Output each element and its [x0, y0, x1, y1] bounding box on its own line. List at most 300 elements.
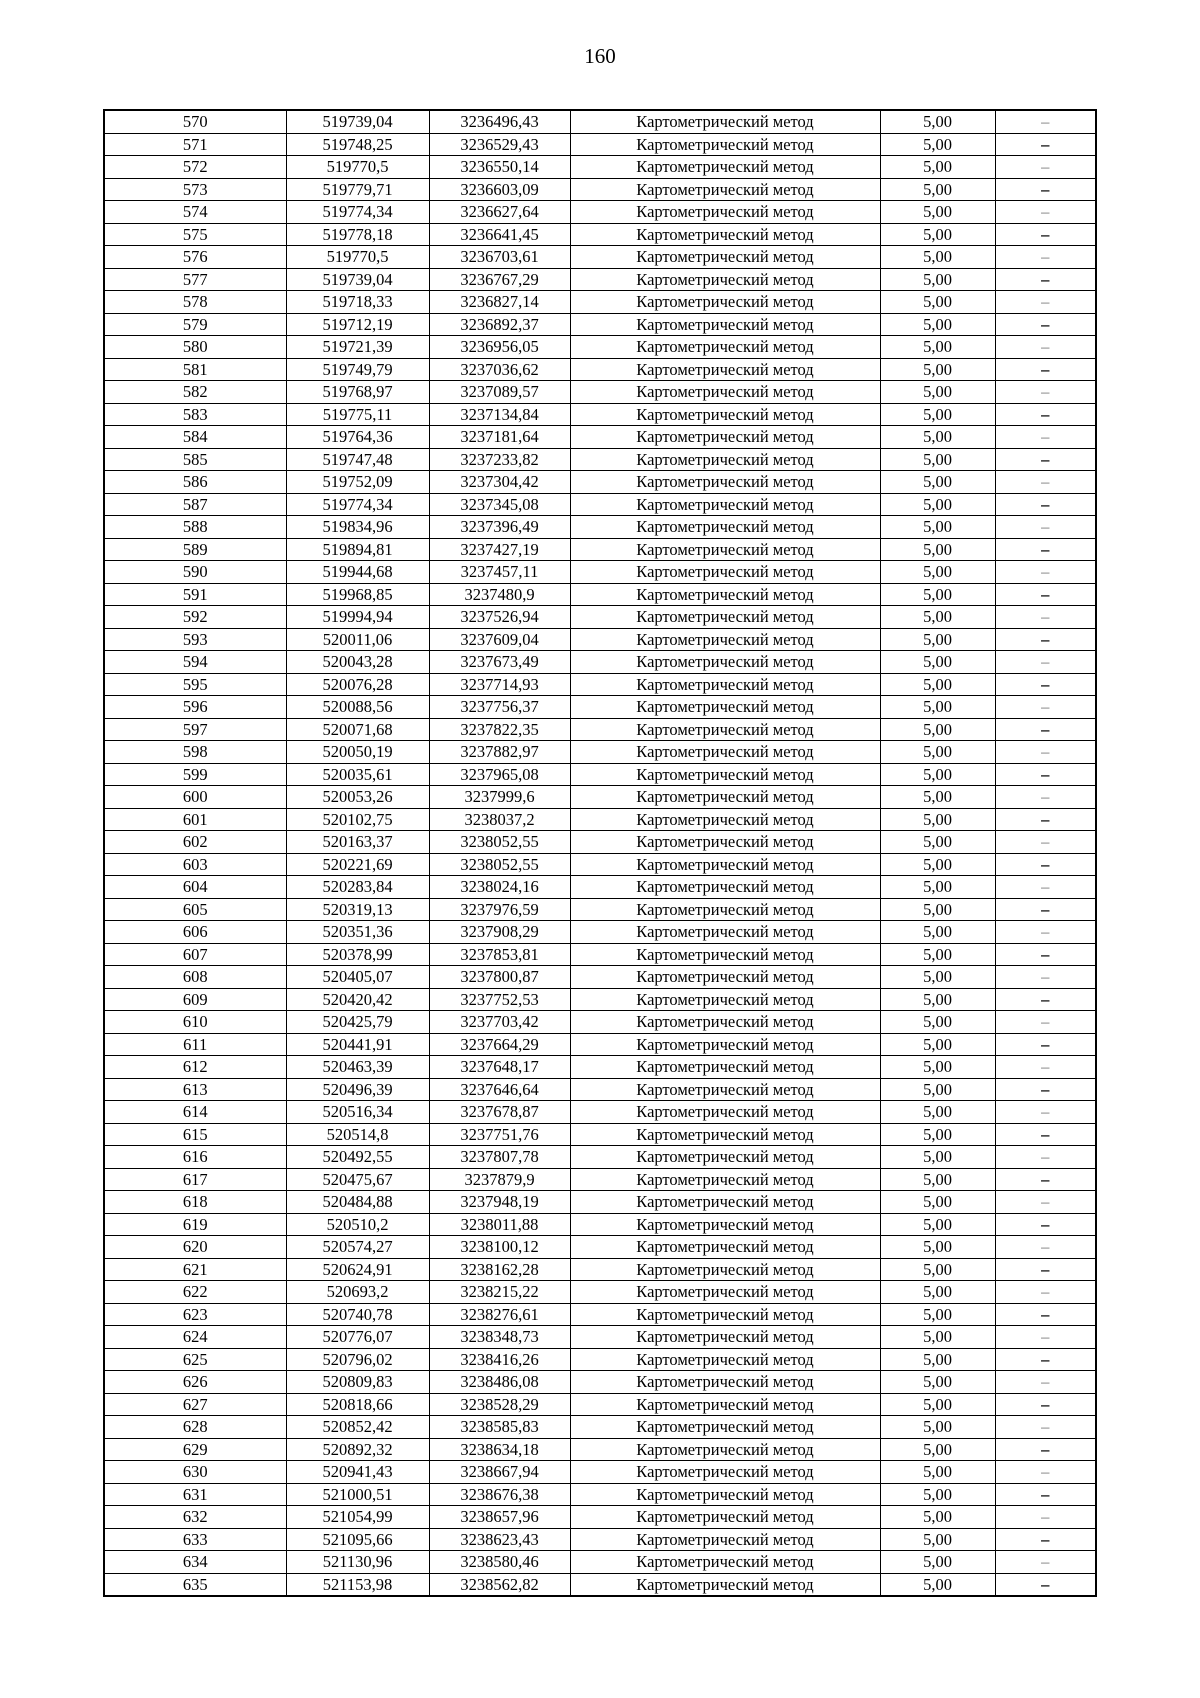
- note-cell: –: [995, 1393, 1096, 1416]
- accuracy-cell: 5,00: [880, 336, 995, 359]
- accuracy-cell: 5,00: [880, 763, 995, 786]
- accuracy-cell: 5,00: [880, 943, 995, 966]
- y-coordinate-cell: 3237976,59: [429, 898, 570, 921]
- table-row: [104, 966, 1096, 989]
- x-coordinate-cell: 520776,07: [286, 1326, 429, 1349]
- table-row: [104, 426, 1096, 449]
- x-coordinate-cell: 520221,69: [286, 853, 429, 876]
- table-row: [104, 1033, 1096, 1056]
- point-number-cell: 598: [104, 741, 286, 764]
- table-row: [104, 583, 1096, 606]
- accuracy-cell: 5,00: [880, 988, 995, 1011]
- x-coordinate-cell: 519739,04: [286, 268, 429, 291]
- note-cell: –: [995, 1191, 1096, 1214]
- point-number-cell: 602: [104, 831, 286, 854]
- note-cell: –: [995, 1528, 1096, 1551]
- y-coordinate-cell: 3238011,88: [429, 1213, 570, 1236]
- x-coordinate-cell: 521130,96: [286, 1551, 429, 1574]
- point-number-cell: 589: [104, 538, 286, 561]
- y-coordinate-cell: 3237948,19: [429, 1191, 570, 1214]
- y-coordinate-cell: 3238657,96: [429, 1506, 570, 1529]
- point-number-cell: 616: [104, 1146, 286, 1169]
- point-number-cell: 593: [104, 628, 286, 651]
- accuracy-cell: 5,00: [880, 133, 995, 156]
- table-row: [104, 471, 1096, 494]
- y-coordinate-cell: 3237396,49: [429, 516, 570, 539]
- point-number-cell: 584: [104, 426, 286, 449]
- point-number-cell: 630: [104, 1461, 286, 1484]
- note-cell: –: [995, 1506, 1096, 1529]
- table-row: [104, 223, 1096, 246]
- table-row: [104, 1551, 1096, 1574]
- point-number-cell: 595: [104, 673, 286, 696]
- method-cell: Картометрический метод: [570, 156, 880, 179]
- note-cell: –: [995, 133, 1096, 156]
- x-coordinate-cell: 519778,18: [286, 223, 429, 246]
- point-number-cell: 590: [104, 561, 286, 584]
- y-coordinate-cell: 3237089,57: [429, 381, 570, 404]
- accuracy-cell: 5,00: [880, 178, 995, 201]
- note-cell: –: [995, 763, 1096, 786]
- x-coordinate-cell: 520378,99: [286, 943, 429, 966]
- accuracy-cell: 5,00: [880, 1438, 995, 1461]
- y-coordinate-cell: 3237427,19: [429, 538, 570, 561]
- point-number-cell: 596: [104, 696, 286, 719]
- table-row: [104, 1258, 1096, 1281]
- x-coordinate-cell: 520624,91: [286, 1258, 429, 1281]
- method-cell: Картометрический метод: [570, 403, 880, 426]
- table-row: [104, 898, 1096, 921]
- method-cell: Картометрический метод: [570, 1551, 880, 1574]
- y-coordinate-cell: 3237134,84: [429, 403, 570, 426]
- note-cell: –: [995, 966, 1096, 989]
- method-cell: Картометрический метод: [570, 1101, 880, 1124]
- x-coordinate-cell: 520809,83: [286, 1371, 429, 1394]
- accuracy-cell: 5,00: [880, 493, 995, 516]
- y-coordinate-cell: 3237714,93: [429, 673, 570, 696]
- table-row: [104, 1573, 1096, 1596]
- y-coordinate-cell: 3237853,81: [429, 943, 570, 966]
- accuracy-cell: 5,00: [880, 561, 995, 584]
- method-cell: Картометрический метод: [570, 741, 880, 764]
- note-cell: –: [995, 1236, 1096, 1259]
- accuracy-cell: 5,00: [880, 1416, 995, 1439]
- y-coordinate-cell: 3237304,42: [429, 471, 570, 494]
- accuracy-cell: 5,00: [880, 673, 995, 696]
- y-coordinate-cell: 3236603,09: [429, 178, 570, 201]
- x-coordinate-cell: 520035,61: [286, 763, 429, 786]
- note-cell: –: [995, 516, 1096, 539]
- y-coordinate-cell: 3236703,61: [429, 246, 570, 269]
- x-coordinate-cell: 521095,66: [286, 1528, 429, 1551]
- point-number-cell: 608: [104, 966, 286, 989]
- y-coordinate-cell: 3237800,87: [429, 966, 570, 989]
- note-cell: –: [995, 898, 1096, 921]
- x-coordinate-cell: 520043,28: [286, 651, 429, 674]
- method-cell: Картометрический метод: [570, 381, 880, 404]
- y-coordinate-cell: 3237181,64: [429, 426, 570, 449]
- table-row: [104, 1506, 1096, 1529]
- y-coordinate-cell: 3236892,37: [429, 313, 570, 336]
- note-cell: –: [995, 403, 1096, 426]
- accuracy-cell: 5,00: [880, 1168, 995, 1191]
- x-coordinate-cell: 520514,8: [286, 1123, 429, 1146]
- note-cell: –: [995, 246, 1096, 269]
- method-cell: Картометрический метод: [570, 426, 880, 449]
- point-number-cell: 615: [104, 1123, 286, 1146]
- y-coordinate-cell: 3238562,82: [429, 1573, 570, 1596]
- table-row: [104, 741, 1096, 764]
- method-cell: Картометрический метод: [570, 1483, 880, 1506]
- table-row: [104, 718, 1096, 741]
- point-number-cell: 618: [104, 1191, 286, 1214]
- note-cell: –: [995, 1461, 1096, 1484]
- accuracy-cell: 5,00: [880, 381, 995, 404]
- point-number-cell: 612: [104, 1056, 286, 1079]
- note-cell: –: [995, 1213, 1096, 1236]
- table-row: [104, 786, 1096, 809]
- y-coordinate-cell: 3237703,42: [429, 1011, 570, 1034]
- method-cell: Картометрический метод: [570, 358, 880, 381]
- table-row: [104, 1371, 1096, 1394]
- table-row: [104, 1168, 1096, 1191]
- y-coordinate-cell: 3237965,08: [429, 763, 570, 786]
- table-row: [104, 110, 1096, 133]
- method-cell: Картометрический метод: [570, 1213, 880, 1236]
- accuracy-cell: 5,00: [880, 448, 995, 471]
- point-number-cell: 585: [104, 448, 286, 471]
- point-number-cell: 570: [104, 110, 286, 133]
- table-row: [104, 403, 1096, 426]
- method-cell: Картометрический метод: [570, 831, 880, 854]
- x-coordinate-cell: 520796,02: [286, 1348, 429, 1371]
- accuracy-cell: 5,00: [880, 1393, 995, 1416]
- point-number-cell: 579: [104, 313, 286, 336]
- note-cell: –: [995, 1146, 1096, 1169]
- accuracy-cell: 5,00: [880, 1551, 995, 1574]
- accuracy-cell: 5,00: [880, 403, 995, 426]
- table-row: [104, 1146, 1096, 1169]
- point-number-cell: 624: [104, 1326, 286, 1349]
- note-cell: –: [995, 313, 1096, 336]
- x-coordinate-cell: 521054,99: [286, 1506, 429, 1529]
- point-number-cell: 611: [104, 1033, 286, 1056]
- y-coordinate-cell: 3236550,14: [429, 156, 570, 179]
- table-row: [104, 943, 1096, 966]
- point-number-cell: 604: [104, 876, 286, 899]
- point-number-cell: 614: [104, 1101, 286, 1124]
- x-coordinate-cell: 519774,34: [286, 201, 429, 224]
- y-coordinate-cell: 3237908,29: [429, 921, 570, 944]
- table-body: [104, 110, 1096, 1596]
- y-coordinate-cell: 3237233,82: [429, 448, 570, 471]
- method-cell: Картометрический метод: [570, 1438, 880, 1461]
- accuracy-cell: 5,00: [880, 741, 995, 764]
- x-coordinate-cell: 521153,98: [286, 1573, 429, 1596]
- method-cell: Картометрический метод: [570, 110, 880, 133]
- point-number-cell: 577: [104, 268, 286, 291]
- accuracy-cell: 5,00: [880, 628, 995, 651]
- accuracy-cell: 5,00: [880, 1326, 995, 1349]
- x-coordinate-cell: 520163,37: [286, 831, 429, 854]
- accuracy-cell: 5,00: [880, 1056, 995, 1079]
- table-row: [104, 1326, 1096, 1349]
- method-cell: Картометрический метод: [570, 943, 880, 966]
- y-coordinate-cell: 3238024,16: [429, 876, 570, 899]
- y-coordinate-cell: 3237807,78: [429, 1146, 570, 1169]
- x-coordinate-cell: 520050,19: [286, 741, 429, 764]
- method-cell: Картометрический метод: [570, 448, 880, 471]
- point-number-cell: 594: [104, 651, 286, 674]
- note-cell: –: [995, 178, 1096, 201]
- note-cell: –: [995, 1483, 1096, 1506]
- accuracy-cell: 5,00: [880, 223, 995, 246]
- note-cell: –: [995, 696, 1096, 719]
- accuracy-cell: 5,00: [880, 1506, 995, 1529]
- table-row: [104, 1101, 1096, 1124]
- accuracy-cell: 5,00: [880, 1348, 995, 1371]
- point-number-cell: 617: [104, 1168, 286, 1191]
- y-coordinate-cell: 3237879,9: [429, 1168, 570, 1191]
- x-coordinate-cell: 520818,66: [286, 1393, 429, 1416]
- note-cell: –: [995, 1123, 1096, 1146]
- table-row: [104, 831, 1096, 854]
- accuracy-cell: 5,00: [880, 786, 995, 809]
- y-coordinate-cell: 3237752,53: [429, 988, 570, 1011]
- point-number-cell: 600: [104, 786, 286, 809]
- method-cell: Картометрический метод: [570, 583, 880, 606]
- note-cell: –: [995, 1303, 1096, 1326]
- y-coordinate-cell: 3237673,49: [429, 651, 570, 674]
- x-coordinate-cell: 519770,5: [286, 156, 429, 179]
- accuracy-cell: 5,00: [880, 1258, 995, 1281]
- method-cell: Картометрический метод: [570, 133, 880, 156]
- table-row: [104, 696, 1096, 719]
- x-coordinate-cell: 520941,43: [286, 1461, 429, 1484]
- method-cell: Картометрический метод: [570, 1303, 880, 1326]
- table-row: [104, 606, 1096, 629]
- y-coordinate-cell: 3238585,83: [429, 1416, 570, 1439]
- x-coordinate-cell: 520516,34: [286, 1101, 429, 1124]
- y-coordinate-cell: 3238052,55: [429, 853, 570, 876]
- method-cell: Картометрический метод: [570, 201, 880, 224]
- note-cell: –: [995, 1078, 1096, 1101]
- point-number-cell: 578: [104, 291, 286, 314]
- method-cell: Картометрический метод: [570, 1416, 880, 1439]
- y-coordinate-cell: 3236641,45: [429, 223, 570, 246]
- method-cell: Картометрический метод: [570, 696, 880, 719]
- method-cell: Картометрический метод: [570, 1123, 880, 1146]
- accuracy-cell: 5,00: [880, 1101, 995, 1124]
- note-cell: –: [995, 493, 1096, 516]
- point-number-cell: 620: [104, 1236, 286, 1259]
- table-row: [104, 808, 1096, 831]
- method-cell: Картометрический метод: [570, 898, 880, 921]
- note-cell: –: [995, 741, 1096, 764]
- point-number-cell: 625: [104, 1348, 286, 1371]
- accuracy-cell: 5,00: [880, 1123, 995, 1146]
- point-number-cell: 601: [104, 808, 286, 831]
- x-coordinate-cell: 520071,68: [286, 718, 429, 741]
- method-cell: Картометрический метод: [570, 1011, 880, 1034]
- x-coordinate-cell: 520088,56: [286, 696, 429, 719]
- table-row: [104, 1416, 1096, 1439]
- y-coordinate-cell: 3238667,94: [429, 1461, 570, 1484]
- x-coordinate-cell: 521000,51: [286, 1483, 429, 1506]
- x-coordinate-cell: 519994,94: [286, 606, 429, 629]
- x-coordinate-cell: 519748,25: [286, 133, 429, 156]
- y-coordinate-cell: 3238215,22: [429, 1281, 570, 1304]
- method-cell: Картометрический метод: [570, 1258, 880, 1281]
- accuracy-cell: 5,00: [880, 1483, 995, 1506]
- y-coordinate-cell: 3237648,17: [429, 1056, 570, 1079]
- y-coordinate-cell: 3237756,37: [429, 696, 570, 719]
- method-cell: Картометрический метод: [570, 1528, 880, 1551]
- accuracy-cell: 5,00: [880, 921, 995, 944]
- x-coordinate-cell: 519894,81: [286, 538, 429, 561]
- method-cell: Картометрический метод: [570, 493, 880, 516]
- method-cell: Картометрический метод: [570, 1326, 880, 1349]
- accuracy-cell: 5,00: [880, 110, 995, 133]
- x-coordinate-cell: 519774,34: [286, 493, 429, 516]
- method-cell: Картометрический метод: [570, 876, 880, 899]
- accuracy-cell: 5,00: [880, 1236, 995, 1259]
- note-cell: –: [995, 156, 1096, 179]
- note-cell: –: [995, 988, 1096, 1011]
- note-cell: –: [995, 358, 1096, 381]
- table-row: [104, 156, 1096, 179]
- x-coordinate-cell: 519770,5: [286, 246, 429, 269]
- table-row: [104, 516, 1096, 539]
- table-row: [104, 1303, 1096, 1326]
- method-cell: Картометрический метод: [570, 1168, 880, 1191]
- accuracy-cell: 5,00: [880, 718, 995, 741]
- table-row: [104, 313, 1096, 336]
- note-cell: –: [995, 876, 1096, 899]
- table-row: [104, 763, 1096, 786]
- table-row: [104, 1461, 1096, 1484]
- note-cell: –: [995, 336, 1096, 359]
- note-cell: –: [995, 268, 1096, 291]
- method-cell: Картометрический метод: [570, 606, 880, 629]
- point-number-cell: 606: [104, 921, 286, 944]
- y-coordinate-cell: 3237345,08: [429, 493, 570, 516]
- note-cell: –: [995, 223, 1096, 246]
- x-coordinate-cell: 520463,39: [286, 1056, 429, 1079]
- table-row: [104, 1078, 1096, 1101]
- accuracy-cell: 5,00: [880, 1191, 995, 1214]
- point-number-cell: 626: [104, 1371, 286, 1394]
- x-coordinate-cell: 520475,67: [286, 1168, 429, 1191]
- y-coordinate-cell: 3237664,29: [429, 1033, 570, 1056]
- table-row: [104, 133, 1096, 156]
- accuracy-cell: 5,00: [880, 201, 995, 224]
- note-cell: –: [995, 1258, 1096, 1281]
- note-cell: –: [995, 651, 1096, 674]
- table-row: [104, 1348, 1096, 1371]
- accuracy-cell: 5,00: [880, 651, 995, 674]
- note-cell: –: [995, 448, 1096, 471]
- table-row: [104, 853, 1096, 876]
- method-cell: Картометрический метод: [570, 1281, 880, 1304]
- note-cell: –: [995, 538, 1096, 561]
- y-coordinate-cell: 3236529,43: [429, 133, 570, 156]
- note-cell: –: [995, 786, 1096, 809]
- x-coordinate-cell: 520496,39: [286, 1078, 429, 1101]
- note-cell: –: [995, 201, 1096, 224]
- accuracy-cell: 5,00: [880, 1281, 995, 1304]
- accuracy-cell: 5,00: [880, 966, 995, 989]
- note-cell: –: [995, 673, 1096, 696]
- note-cell: –: [995, 808, 1096, 831]
- y-coordinate-cell: 3236956,05: [429, 336, 570, 359]
- x-coordinate-cell: 520319,13: [286, 898, 429, 921]
- method-cell: Картометрический метод: [570, 1146, 880, 1169]
- accuracy-cell: 5,00: [880, 358, 995, 381]
- y-coordinate-cell: 3236827,14: [429, 291, 570, 314]
- note-cell: –: [995, 561, 1096, 584]
- method-cell: Картометрический метод: [570, 1033, 880, 1056]
- accuracy-cell: 5,00: [880, 1078, 995, 1101]
- note-cell: –: [995, 110, 1096, 133]
- point-number-cell: 591: [104, 583, 286, 606]
- method-cell: Картометрический метод: [570, 763, 880, 786]
- table-row: [104, 448, 1096, 471]
- point-number-cell: 635: [104, 1573, 286, 1596]
- method-cell: Картометрический метод: [570, 921, 880, 944]
- y-coordinate-cell: 3238528,29: [429, 1393, 570, 1416]
- note-cell: –: [995, 1168, 1096, 1191]
- accuracy-cell: 5,00: [880, 853, 995, 876]
- point-number-cell: 628: [104, 1416, 286, 1439]
- method-cell: Картометрический метод: [570, 651, 880, 674]
- point-number-cell: 592: [104, 606, 286, 629]
- method-cell: Картометрический метод: [570, 786, 880, 809]
- x-coordinate-cell: 520484,88: [286, 1191, 429, 1214]
- method-cell: Картометрический метод: [570, 1056, 880, 1079]
- y-coordinate-cell: 3238100,12: [429, 1236, 570, 1259]
- x-coordinate-cell: 519764,36: [286, 426, 429, 449]
- y-coordinate-cell: 3238623,43: [429, 1528, 570, 1551]
- method-cell: Картометрический метод: [570, 673, 880, 696]
- method-cell: Картометрический метод: [570, 1393, 880, 1416]
- point-number-cell: 609: [104, 988, 286, 1011]
- accuracy-cell: 5,00: [880, 606, 995, 629]
- point-number-cell: 633: [104, 1528, 286, 1551]
- accuracy-cell: 5,00: [880, 156, 995, 179]
- accuracy-cell: 5,00: [880, 1033, 995, 1056]
- x-coordinate-cell: 520574,27: [286, 1236, 429, 1259]
- method-cell: Картометрический метод: [570, 223, 880, 246]
- table-row: [104, 201, 1096, 224]
- point-number-cell: 610: [104, 1011, 286, 1034]
- point-number-cell: 583: [104, 403, 286, 426]
- point-number-cell: 607: [104, 943, 286, 966]
- note-cell: –: [995, 1033, 1096, 1056]
- x-coordinate-cell: 520405,07: [286, 966, 429, 989]
- accuracy-cell: 5,00: [880, 1146, 995, 1169]
- table-row: [104, 493, 1096, 516]
- note-cell: –: [995, 426, 1096, 449]
- y-coordinate-cell: 3236627,64: [429, 201, 570, 224]
- accuracy-cell: 5,00: [880, 1371, 995, 1394]
- point-number-cell: 588: [104, 516, 286, 539]
- accuracy-cell: 5,00: [880, 808, 995, 831]
- y-coordinate-cell: 3237480,9: [429, 583, 570, 606]
- table-row: [104, 673, 1096, 696]
- y-coordinate-cell: 3238052,55: [429, 831, 570, 854]
- accuracy-cell: 5,00: [880, 1303, 995, 1326]
